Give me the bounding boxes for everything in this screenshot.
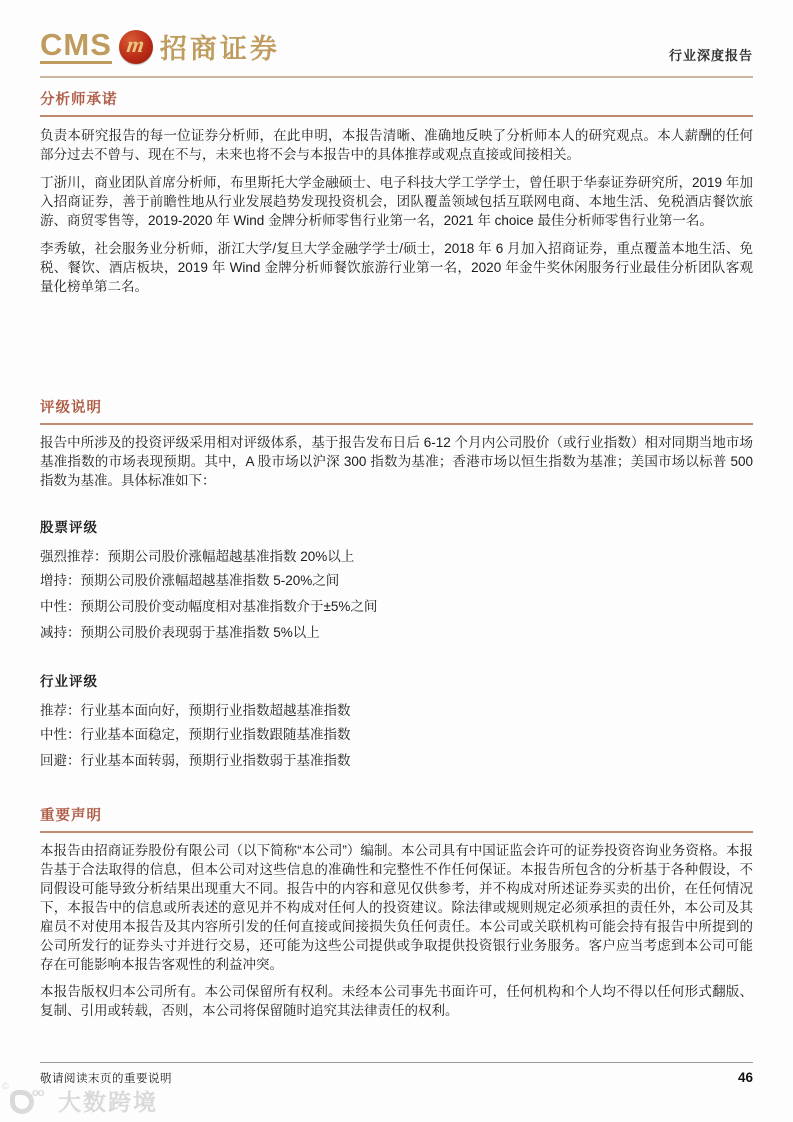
analyst-paragraph: 李秀敏，社会服务业分析师，浙江大学/复旦大学金融学学士/硕士，2018 年 6 月加入招商证券，重点覆盖本地生活、免税、餐饮、酒店板块，2019 年 Wind 金牌分析师餐饮旅游行业第一名，2020 年金牛奖休闲服务行业最佳分析团队客观量化榜单第二名。 (40, 241, 753, 294)
footer-note: 敬请阅读末页的重要说明 (40, 1073, 172, 1085)
watermark (2, 1080, 158, 1117)
stock-rating-item: 强烈推荐：预期公司股价涨幅超越基准指数 20%以上 (40, 549, 355, 564)
disclaimer-paragraph: 本报告版权归本公司所有。本公司保留所有权利。未经本公司事先书面许可，任何机构和个人均不得以任何形式翻版、复制、引用或转载，否则，本公司将保留随时追究其法律责任的权利。 (40, 984, 753, 1018)
industry-rating-item: 推荐：行业基本面向好，预期行业指数超越基准指数 (40, 703, 351, 718)
analyst-commitment-section (40, 88, 753, 296)
stock-rating-item: 减持：预期公司股价表现弱于基准指数 5%以上 (40, 625, 320, 640)
disclaimer-paragraph: 本报告由招商证券股份有限公司（以下简称“本公司”）编制。本公司具有中国证监会许可的证券投资咨询业务资格。本报告基于合法取得的信息，但本公司对这些信息的准确性和完整性不作任何保证。本报告所包含的分析基于各种假设，不同假设可能导致分析结果出现重大不同。报告中的内容和意见仅供参考，并不构成对所述证券买卖的出价，在任何情况下，本报告中的信息或所表述的意见并不构成对任何人的投资建议。除法律或规则规定必须承担的责任外，本公司及其雇员不对使用本报告及其内容所引发的任何直接或间接损失负任何责任。本公司或关联机构可能会持有报告中所提到的公司所发行的证券头寸并进行交易，还可能为这些公司提供或争取提供投资银行业务服务。客户应当考虑到本公司可能存在可能影响本报告客观性的利益冲突。 (40, 843, 753, 972)
watermark-text: 大数跨境 (58, 1089, 158, 1115)
stock-rating-item: 增持：预期公司股价涨幅超越基准指数 5-20%之间 (40, 573, 340, 588)
cms-logo (40, 27, 280, 66)
cms-badge-icon: m (119, 30, 153, 64)
rating-intro-paragraph: 报告中所涉及的投资评级采用相对评级体系，基于报告发布日后 6-12 个月内公司股价（或行业指数）相对同期当地市场基准指数的市场表现预期。其中，A 股市场以沪深 300 指数为基准；香港市场以恒生指数为基准；美国市场以标普 500 指数为基准。具体标准如下： (40, 435, 753, 488)
page-header (40, 20, 753, 78)
analyst-paragraph: 负责本研究报告的每一位证券分析师，在此申明，本报告清晰、准确地反映了分析师本人的研究观点。本人薪酬的任何部分过去不曾与、现在不与，未来也将不会与本报告中的具体推荐或观点直接或间接相关。 (40, 128, 753, 162)
important-disclaimer-section (40, 804, 753, 1020)
industry-rating-item: 回避：行业基本面转弱，预期行业指数弱于基准指数 (40, 753, 351, 768)
watermark-logo-icon: © oo (6, 1087, 52, 1115)
report-type-label: 行业深度报告 (668, 48, 753, 63)
section-title-analyst: 分析师承诺 (40, 88, 753, 117)
industry-rating-item: 中性：行业基本面稳定，预期行业指数跟随基准指数 (40, 727, 351, 742)
industry-rating-subtitle: 行业评级 (40, 674, 98, 689)
page-number: 46 (737, 1070, 753, 1085)
stock-rating-subtitle: 股票评级 (40, 520, 98, 535)
analyst-paragraph: 丁浙川，商业团队首席分析师，布里斯托大学金融硕士、电子科技大学工学学士，曾任职于华泰证券研究所，2019 年加入招商证券，善于前瞻性地从行业发展趋势发现投资机会，团队覆盖领域包括互联网电商、本地生活、免税酒店餐饮旅游、商贸零售等，2019-2020 年 Wind 金牌分析师零售行业第一名，2021 年 choice 最佳分析师零售行业第一名。 (40, 175, 753, 228)
cms-logo-chinese: 招商证券 (159, 34, 280, 64)
cms-logo-text: CMS (40, 27, 112, 62)
section-title-disclaimer: 重要声明 (40, 804, 753, 833)
stock-rating-item: 中性：预期公司股价变动幅度相对基准指数介于±5%之间 (40, 599, 378, 614)
section-title-rating: 评级说明 (40, 396, 753, 425)
page-footer (40, 1062, 753, 1086)
rating-explanation-section (40, 396, 753, 772)
